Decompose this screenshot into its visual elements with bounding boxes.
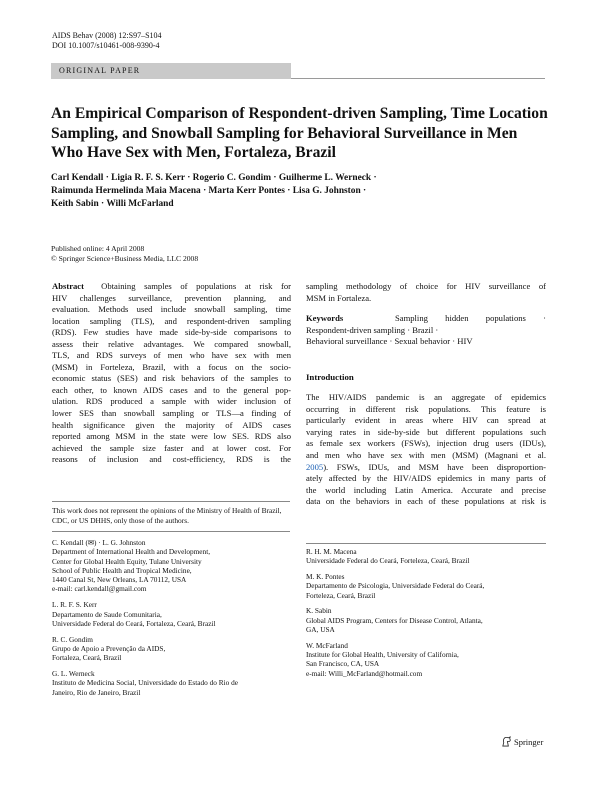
abstract-line: Obtaining samples of populations at risk for xyxy=(101,281,292,291)
affiliation-line: Departamento de Psicologia, Universidade Federal do Ceará, xyxy=(306,581,485,591)
affiliation-rule xyxy=(52,531,290,532)
affiliation-line: GA, USA xyxy=(306,625,335,635)
affiliation-line: R. H. M. Macena xyxy=(306,547,357,556)
author-line: Carl Kendall · Ligia R. F. S. Kerr · Rogerio C. Gondim · Guilherme L. Werneck · xyxy=(51,173,377,183)
abstract-line: assess their relative advantages. We compared snowball, xyxy=(52,338,291,349)
affiliation-block xyxy=(306,547,546,566)
abstract-line: evaluation. Methods used include snowball sampling, time xyxy=(52,304,291,315)
author-line: Keith Sabin · Willi McFarland xyxy=(51,199,174,209)
affiliation-block xyxy=(306,572,546,600)
affiliation-line: Instituto de Medicina Social, Universidade do Estado do Rio de xyxy=(52,678,239,688)
abstract-line: TLS, and RDS surveys of men who have sex with men xyxy=(52,350,291,361)
abstract-line: economic status (SES) and risk behaviors of the samples to xyxy=(52,373,291,384)
body-line: varying rates in side-by-side but different populations such xyxy=(306,426,546,437)
body-line: ately affected by the HIV/AIDS epidemics in many parts of xyxy=(306,473,546,484)
keyword-text: Sampling hidden populations · xyxy=(394,313,546,324)
doi[interactable]: DOI 10.1007/s10461-008-9390-4 xyxy=(52,41,160,50)
abstract-line: sampling methodology of choice for HIV surveillance of xyxy=(306,281,546,291)
abstract-line: reasons of inclusion and cost-efficiency, RDS is the xyxy=(52,454,291,465)
affiliation-block xyxy=(306,606,546,634)
body-line: occurring in different risk populations. This feature is xyxy=(306,403,546,414)
abstract-line: MSM in Fortaleza. xyxy=(306,292,372,303)
affiliation-line: M. K. Pontes xyxy=(306,572,345,582)
article-title: An Empirical Comparison of Respondent-driven Sampling, Time Location Sampling, and Snowball Sampling for Behavioral Surveillance in Men Who Have Sex with Men, Fortaleza, Brazil xyxy=(51,105,548,161)
body-line: as female sex workers (FSWs), injection drug users (IDUs), xyxy=(306,438,546,449)
abstract-line: (RDS). Few studies have made side-by-side comparisons to xyxy=(52,327,291,338)
affiliation-block xyxy=(52,635,292,663)
body-line: and men who have sex with men (MSM) (Magnani et al. xyxy=(306,450,546,461)
keyword-text: Behavioral surveillance · Sexual behavior · HIV xyxy=(306,336,473,347)
introduction-heading: Introduction xyxy=(306,371,354,382)
abstract-line: lower SES than snowball sampling or TLS—a finding of xyxy=(52,408,291,419)
abstract-line: achieved the sample size faster and at lower cost. For xyxy=(52,442,291,453)
affiliation-line: 1440 Canal St, New Orleans, LA 70112, USA xyxy=(52,575,187,585)
published-date: Published online: 4 April 2008 xyxy=(51,244,145,253)
citation-link[interactable]: 2005 xyxy=(306,461,324,472)
abstract-label: Abstract xyxy=(52,281,84,291)
affiliation-line: W. McFarland xyxy=(306,640,348,650)
body-line: particularly evident in areas where HIV can spread at xyxy=(306,415,546,426)
email-link[interactable]: e-mail: carl.kendall@gmail.com xyxy=(52,584,147,594)
affiliation-line: L. R. F. S. Kerr xyxy=(52,600,97,610)
body-line: The HIV/AIDS pandemic is an aggregate of epidemics xyxy=(306,392,546,403)
affiliation-line: Janeiro, Rio de Janeiro, Brazil xyxy=(52,687,141,697)
abstract xyxy=(52,281,291,466)
affiliations-left xyxy=(52,538,292,703)
copyright: © Springer Science+Business Media, LLC 2008 xyxy=(51,254,199,263)
affiliation-line: G. L. Werneck xyxy=(52,669,95,679)
abstract-line: health significance given the majority of AIDS cases xyxy=(52,419,291,430)
abstract-line: HIV challenges surveillance, prevention planning, and xyxy=(52,292,291,303)
author-list xyxy=(51,172,471,211)
body-text: ). FSWs, IDUs, and MSM have been disproportion- xyxy=(323,461,546,472)
affiliation-line: Center for Global Health Equity, Tulane University xyxy=(52,556,202,566)
keyword-text: Respondent-driven sampling · Brazil · xyxy=(306,324,439,335)
affiliation-line: Forteleza, Ceará, Brazil xyxy=(306,590,376,600)
publication-info xyxy=(51,244,198,264)
affiliation-line: Global AIDS Program, Centers for Disease Control, Atlanta, xyxy=(306,615,483,625)
affiliation-line: Departamento de Saude Comunitaria, xyxy=(52,609,162,619)
footnote-rule xyxy=(52,501,290,502)
affiliation-block xyxy=(306,641,546,678)
affiliation-line: San Francisco, CA, USA xyxy=(306,659,380,669)
affiliation-line: Grupo de Apoio a Prevenção da AIDS, xyxy=(52,643,166,653)
affiliation-line: R. C. Gondim xyxy=(52,634,93,644)
running-header xyxy=(52,31,162,51)
affiliations-right xyxy=(306,547,546,685)
affiliation-line: Fortaleza, Ceará, Brazil xyxy=(52,653,122,663)
affiliation-line: Universidade Federal do Ceará, Fortaleza, Ceará, Brazil xyxy=(52,618,216,628)
affiliation-line: Universidade Federal do Ceará, Forteleza, Ceará, Brazil xyxy=(306,556,470,566)
affiliation-block xyxy=(52,538,292,594)
section-rule xyxy=(291,78,545,79)
keywords-label: Keywords xyxy=(306,313,344,324)
affiliation-line: Institute for Global Health, University of California, xyxy=(306,650,459,660)
abstract-line: location sampling (TLS), and respondent-driven sampling xyxy=(52,315,291,326)
abstract-line: reported among MSM in the state were low SES. RDS also xyxy=(52,431,291,442)
abstract-line: ulation. RDS produced a sample with wider inclusion of xyxy=(52,396,291,407)
affiliation-rule xyxy=(306,543,546,544)
abstract-line: (MSM) in Forteleza, Brazil, with a focus on the socio- xyxy=(52,361,291,372)
body-line: data on the behaviors in each of these populations at risk is xyxy=(306,496,546,507)
affiliation-block xyxy=(52,669,292,697)
springer-horse-icon xyxy=(501,737,514,747)
publisher-logo xyxy=(501,736,543,747)
journal-citation: AIDS Behav (2008) 12:S97–S104 xyxy=(52,31,162,40)
affiliation-line: K. Sabin xyxy=(306,606,332,616)
keywords-line xyxy=(306,313,546,325)
section-banner xyxy=(51,63,291,79)
abstract-line: each other, to known AIDS cases and to the general pop- xyxy=(52,384,291,395)
publisher-name: Springer xyxy=(514,737,544,747)
email-link[interactable]: e-mail: Willi_McFarland@hotmail.com xyxy=(306,668,423,678)
body-line: the world including Latin America. Accurate and precise xyxy=(306,484,546,495)
affiliation-line: Department of International Health and Development, xyxy=(52,547,211,557)
affiliation-block xyxy=(52,600,292,628)
right-column xyxy=(306,281,546,508)
author-line: Raimunda Hermelinda Maia Macena · Marta Kerr Pontes · Lisa G. Johnston · xyxy=(51,186,367,196)
disclaimer-footnote: This work does not represent the opinions of the Ministry of Health of Brazil, CDC, or US DHHS, only those of the authors. xyxy=(52,506,282,525)
body-line xyxy=(306,462,546,474)
affiliation-line: C. Kendall (✉) · L. G. Johnston xyxy=(52,538,146,547)
affiliation-line: School of Public Health and Tropical Medicine, xyxy=(52,565,192,575)
section-label: ORIGINAL PAPER xyxy=(59,66,141,75)
